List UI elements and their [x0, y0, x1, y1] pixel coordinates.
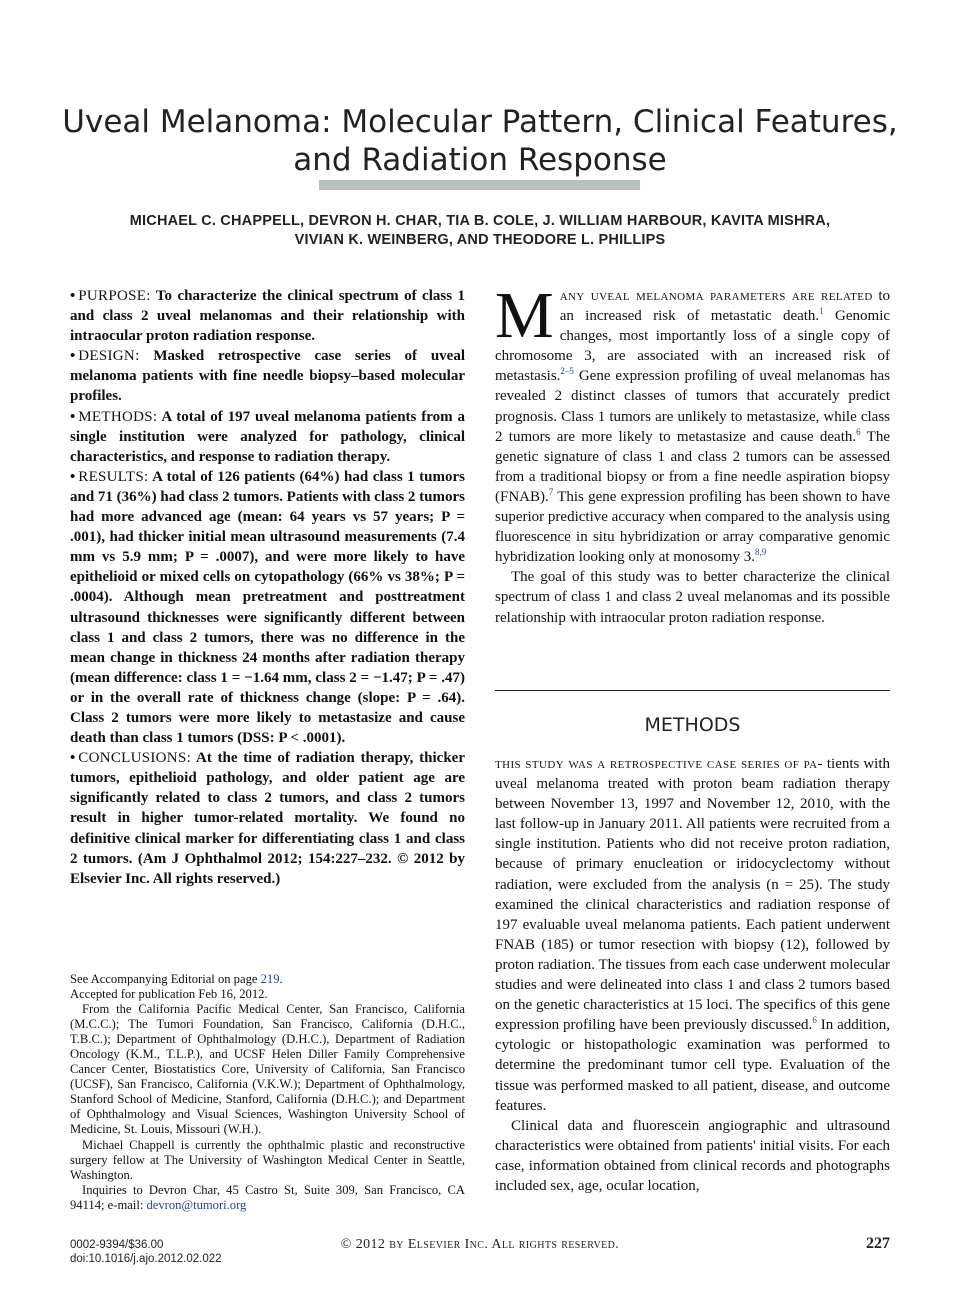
- purpose-label: PURPOSE:: [78, 288, 151, 304]
- authors-line-2: VIVIAN K. WEINBERG, AND THEODORE L. PHILLIPS: [294, 232, 666, 248]
- article-title: [60, 103, 900, 179]
- copyright: [320, 1237, 640, 1253]
- dropcap: M: [495, 279, 554, 352]
- ref-link[interactable]: 7: [548, 486, 554, 497]
- title-line-2: and Radiation Response: [293, 141, 667, 178]
- ref-link[interactable]: 6: [856, 426, 861, 437]
- accepted-note: Accepted for publication Feb 16, 2012.: [70, 987, 268, 1002]
- abstract-purpose: [70, 286, 465, 346]
- title-line-1: Uveal Melanoma: Molecular Pattern, Clinical Features,: [62, 103, 898, 140]
- ref-link[interactable]: 2–5: [560, 366, 574, 377]
- bullet-icon: •: [70, 750, 76, 767]
- methods-section: [495, 754, 890, 1196]
- abstract-conclusions: [70, 748, 465, 889]
- abstract-design: [70, 346, 465, 406]
- email-link[interactable]: devron@tumori.org: [146, 1197, 247, 1212]
- bullet-icon: •: [70, 288, 76, 304]
- intro-text-b: Genomic changes, most importantly loss of a single copy of chromosome 3, are associated with an increased risk of metastasis.: [495, 308, 891, 385]
- page-number: 227: [866, 1235, 890, 1252]
- introduction: [495, 279, 891, 628]
- conclusions-label: CONCLUSIONS:: [78, 750, 192, 767]
- footnotes: [70, 972, 465, 1213]
- editorial-suffix: .: [279, 972, 283, 986]
- abstract: [70, 286, 465, 889]
- editorial-note: [70, 972, 465, 987]
- footer-identifiers: [70, 1238, 222, 1266]
- editorial-page-link[interactable]: 219: [260, 972, 280, 986]
- intro-text-e: This gene expression profiling has been shown to have superior predictive accuracy when compared to the analysis using fluorescence in situ hybridization or array comparative genomic hybridization looking only at monosomy 3.: [495, 488, 891, 566]
- methods-lead-caps: this study was a retrospective case series of pa-: [495, 756, 823, 772]
- methods-paragraph-2: Clinical data and fluorescein angiographic and ultrasound characteristics were obtained from patients' initial visits. For each case, information obtained from clinical records and photographs included sex, age, ocular location,: [495, 1117, 890, 1194]
- affiliations: From the California Pacific Medical Center, San Francisco, California (M.C.C.); The Tumori Foundation, San Francisco, California (D.H.C., T.B.C.); Department of Ophthalmology (D.H.C.), Department of Radiation Oncology (K.M., T.L.P.), and UCSF Helen Diller Family Comprehensive Cancer Center, Biostatistics Core, University of California, San Francisco (UCSF), San Francisco, California (V.K.W.); Department of Ophthalmology, Stanford School of Medicine, Stanford, California (D.H.C.); and Department of Ophthalmology and Visual Sciences, Washington University School of Medicine, St. Louis, Missouri (W.H.).: [70, 1002, 465, 1137]
- conclusions-text: At the time of radiation therapy, thicker tumors, epithelioid pathology, and older patient age are significantly related to class 2 tumors, and class 2 tumors result in higher tumor-related mortality. We found no definitive clinical marker for differentiating class 1 and class 2 tumors.: [70, 750, 465, 867]
- methods-text: A total of 197 uveal melanoma patients from a single institution were analyzed for pathology, clinical characteristics, and response to radiation therapy.: [70, 408, 465, 465]
- section-divider: [495, 690, 890, 691]
- methods-paragraph-1: [495, 754, 890, 1116]
- editorial-prefix: See Accompanying Editorial on page: [70, 972, 258, 986]
- doi: doi:10.1016/j.ajo.2012.02.022: [70, 1253, 222, 1265]
- purpose-text: To characterize the clinical spectrum of class 1 and class 2 uveal melanomas and their relationship with intraocular proton radiation response.: [70, 288, 465, 345]
- issn: 0002-9394/$36.00: [70, 1239, 164, 1251]
- intro-lead-caps: any uveal melanoma parameters are related: [559, 288, 873, 304]
- intro-text-d: The genetic signature of class 1 and class 2 tumors can be assessed from a traditional biopsy or from a fine needle aspiration biopsy (FNAB).: [495, 428, 890, 505]
- intro-paragraph-2: The goal of this study was to better characterize the clinical spectrum of class 1 and class 2 uveal melanomas and its possible relationship with intraocular proton radiation response.: [495, 569, 890, 626]
- abstract-methods: [70, 407, 465, 467]
- abstract-results: [70, 467, 465, 748]
- title-rule-divider: [319, 180, 640, 190]
- inquiries-text: Inquiries to Devron Char, 45 Castro St, Suite 309, San Francisco, CA 94114; e-mail:: [70, 1182, 465, 1212]
- design-text: Masked retrospective case series of uveal melanoma patients with fine needle biopsy–based molecular profiles.: [70, 348, 465, 405]
- ref-link[interactable]: 6: [812, 1015, 817, 1026]
- inquiries-note: [70, 1183, 465, 1213]
- copyright-text: © 2012 by Elsevier Inc. All rights reserved.: [340, 1237, 620, 1252]
- intro-text-a: to an increased risk of metastatic death.: [559, 288, 890, 325]
- fellow-note: Michael Chappell is currently the ophthalmic plastic and reconstructive surgery fellow at The University of Washington Medical Center in Seattle, Washington.: [70, 1137, 465, 1182]
- design-label: DESIGN:: [78, 348, 140, 365]
- intro-paragraph-1: [495, 279, 891, 567]
- authors-line-1: MICHAEL C. CHAPPELL, DEVRON H. CHAR, TIA B. COLE, J. WILLIAM HARBOUR, KAVITA MISHRA,: [129, 213, 831, 229]
- methods-heading: METHODS: [644, 714, 741, 736]
- ref-link[interactable]: 1: [819, 306, 824, 317]
- methods-text-b: In addition, cytologic or histopathologic examination was performed to determine the predominant tumor cell type. Evaluation of the tissue was performed masked to all patient, disease, and outcome features.: [495, 1017, 890, 1114]
- intro-text-c: Gene expression profiling of uveal melanomas has revealed 2 distinct classes of tumors that accurately predict prognosis. Class 1 tumors are unlikely to metastasize, while class 2 tumors are more likely to metastasize and cause death.: [495, 368, 890, 445]
- results-text: A total of 126 patients (64%) had class 1 tumors and 71 (36%) had class 2 tumors. Patients with class 2 tumors had more advanced age (mean: 64 years vs 57 years; P = .001), had thicker initial mean ultrasound measurements (7.4 mm vs 5.9 mm; P = .0007), and were more likely to have epithelioid or mixed cells on cytopathology (66% vs 38%; P = .0004). Although mean pretreatment and posttreatment ultrasound thicknesses were significantly different between class 1 and class 2 tumors, there was no difference in the mean change in thickness 24 months after radiation therapy (mean difference: class 1 = −1.64 mm, class 2 = −1.47; P = .47) or in the overall rate of thickness change (slope: P = .64). Class 2 tumors were more likely to metastasize and cause death than class 1 tumors (DSS: P < .0001).: [70, 468, 466, 747]
- bullet-icon: •: [70, 468, 76, 485]
- abstract-citation: (Am J Ophthalmol 2012; 154:227–232. © 2012 by Elsevier Inc. All rights reserved.): [70, 850, 465, 887]
- author-list: [80, 212, 880, 250]
- methods-label: METHODS:: [78, 408, 158, 425]
- bullet-icon: •: [70, 348, 76, 365]
- results-label: RESULTS:: [78, 468, 149, 485]
- ref-link[interactable]: 8,9: [754, 547, 767, 558]
- bullet-icon: •: [70, 408, 76, 425]
- methods-text-a: tients with uveal melanoma treated with proton beam radiation therapy between November 13, 1997 and November 12, 2010, with the last follow-up in January 2011. All patients were recruited from a single institution. Patients who did not receive proton radiation, because of primary enucleation or iridocyclectomy without radiation, were excluded from the analysis (n = 25). The study examined the clinical characteristics and radiation response of 197 evaluable uveal melanoma patients. Each patient underwent FNAB (185) or tumor resection with biopsy (12), followed by proton radiation. The tissues from each case underwent molecular studies and were delineated into class 1 and class 2 tumors based on the genetic characteristics at 15 loci. The specifics of this gene expression profiling have been previously discussed.: [495, 756, 891, 1034]
